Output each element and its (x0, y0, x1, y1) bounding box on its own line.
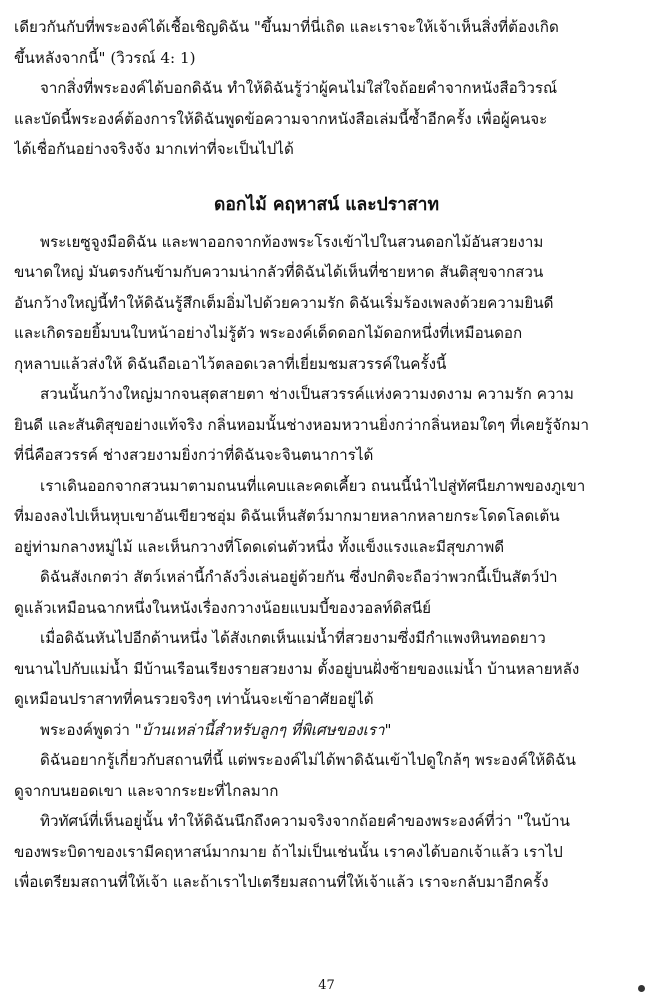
text-line: อันกว้างใหญ่นี้ทำให้ดิฉันรู้สึกเต็มอิ่มไปด้วยความรัก ดิฉันเริ่มร้องเพลงด้วยความยินดี (14, 293, 554, 312)
intro-paragraph-1 (14, 12, 639, 73)
paragraph-animals (14, 562, 639, 623)
text-line: ดูเหมือนปราสาทที่คนรวยจริงๆ เท่านั้นจะเข้าอาศัยอยู่ได้ (14, 690, 374, 708)
paragraph-speech (14, 715, 639, 746)
paragraph-curious (14, 745, 639, 806)
text-line: สวนนั้นกว้างใหญ่มากจนสุดสายตา ช่างเป็นสวรรค์แห่งความงดงาม ความรัก ความ (40, 385, 574, 403)
text-line: ยินดี และสันติสุขอย่างแท้จริง กลิ่นหอมนั้นช่างหอมหวานยิ่งกว่ากลิ่นหอมใดๆ ที่เคยรู้จักมา (14, 415, 590, 434)
text-line: เราเดินออกจากสวนมาตามถนนที่แคบและคดเคี้ยว ถนนนี้นำไปสู่ทัศนียภาพของภูเขา (40, 476, 586, 495)
text-line: เพื่อเตรียมสถานที่ให้เจ้า และถ้าเราไปเตรียมสถานที่ให้เจ้าแล้ว เราจะกลับมาอีกครั้ง (14, 873, 549, 891)
text-line: ขนานไปกับแม่น้ำ มีบ้านเรือนเรียงรายสวยงาม ตั้งอยู่บนฝั่งซ้ายของแม่น้ำ บ้านหลายหลัง (14, 659, 580, 678)
text-line: ขึ้นหลังจากนี้" (วิวรณ์ 4: 1) (14, 48, 196, 67)
section-heading: ดอกไม้ คฤหาสน์ และปราสาท (213, 194, 440, 215)
text-line: และบัดนี้พระองค์ต้องการให้ดิฉันพูดข้อความจากหนังสือเล่มนี้ซ้ำอีกครั้ง เพื่อผู้คนจะ (14, 109, 548, 128)
paragraph-river-houses (14, 623, 639, 715)
intro-paragraph-2 (14, 73, 639, 165)
speech-prefix: พระองค์พูดว่า (40, 720, 135, 739)
paragraph-garden (14, 227, 639, 380)
text-line: ที่มองลงไปเห็นหุบเขาอันเขียวชอุ่ม ดิฉันเห็นสัตว์มากมายหลากหลายกระโดดโลดเต้น (14, 507, 560, 525)
text-line: กุหลาบแล้วส่งให้ ดิฉันถือเอาไว้ตลอดเวลาที่เยี่ยมชมสวรรค์ในครั้งนี้ (14, 354, 447, 373)
text-line: จากสิ่งที่พระองค์ได้บอกดิฉัน ทำให้ดิฉันรู้ว่าผู้คนไม่ใส่ใจถ้อยคำจากหนังสือวิวรณ์ (40, 79, 558, 97)
speech-line (14, 715, 639, 746)
text-line: ดิฉันอยากรู้เกี่ยวกับสถานที่นี้ แต่พระองค์ไม่ได้พาดิฉันเข้าไปดูใกล้ๆ พระองค์ให้ดิฉัน (40, 751, 576, 769)
text-line: ขนาดใหญ่ มันตรงกันข้ามกับความน่ากลัวที่ดิฉันได้เห็นที่ชายหาด สันติสุขจากสวน (14, 263, 544, 281)
text-line: พระเยซูจูงมือดิฉัน และพาออกจากท้องพระโรงเข้าไปในสวนดอกไม้อันสวยงาม (40, 232, 544, 251)
text-line: ดูแล้วเหมือนฉากหนึ่งในหนังเรื่องกวางน้อยแบมบี้ของวอลท์ดิสนีย์ (14, 598, 432, 617)
text-line: ดูจากบนยอดเขา และจากระยะที่ไกลมาก (14, 781, 279, 800)
scan-mark (638, 985, 645, 992)
text-line: และเกิดรอยยิ้มบนใบหน้าอย่างไม่รู้ตัว พระองค์เด็ดดอกไม้ดอกหนึ่งที่เหมือนดอก (14, 324, 523, 342)
text-line: ทิวทัศน์ที่เห็นอยู่นั้น ทำให้ดิฉันนึกถึงความจริงจากถ้อยคำของพระองค์ที่ว่า "ในบ้าน (40, 812, 570, 830)
page-number: 47 (318, 978, 335, 993)
paragraph-mansions (14, 806, 639, 898)
section-spacer (14, 165, 639, 189)
paragraph-paradise (14, 379, 639, 471)
text-line: ดิฉันสังเกตว่า สัตว์เหล่านี้กำลังวิ่งเล่นอยู่ด้วยกัน ซึ่งปกติจะถือว่าพวกนี้เป็นสัตว์ป่า (40, 568, 558, 586)
text-line: เดียวกันกับที่พระองค์ได้เชื้อเชิญดิฉัน "ขึ้นมาที่นี่เถิด และเราจะให้เจ้าเห็นสิ่งที่ต้องเกิด (14, 18, 559, 36)
text-line: อยู่ท่ามกลางหมู่ไม้ และเห็นกวางที่โดดเด่นตัวหนึ่ง ทั้งแข็งแรงและมีสุขภาพดี (14, 537, 505, 556)
paragraph-mountain-road (14, 471, 639, 563)
text-line: ได้เชื่อกันอย่างจริงจัง มากเท่าที่จะเป็นไปได้ (14, 140, 294, 158)
speech-quote: "บ้านเหล่านี้สำหรับลูกๆ ที่พิเศษของเรา" (134, 720, 392, 739)
text-line: ที่นี่คือสวรรค์ ช่างสวยงามยิ่งกว่าที่ดิฉันจะจินตนาการได้ (14, 446, 374, 464)
text-line: เมื่อดิฉันหันไปอีกด้านหนึ่ง ได้สังเกตเห็นแม่น้ำที่สวยงามซึ่งมีกำแพงหินทอดยาว (40, 629, 546, 647)
text-line: ของพระบิดาของเรามีคฤหาสน์มากมาย ถ้าไม่เป็นเช่นนั้น เราคงได้บอกเจ้าแล้ว เราไป (14, 842, 563, 861)
